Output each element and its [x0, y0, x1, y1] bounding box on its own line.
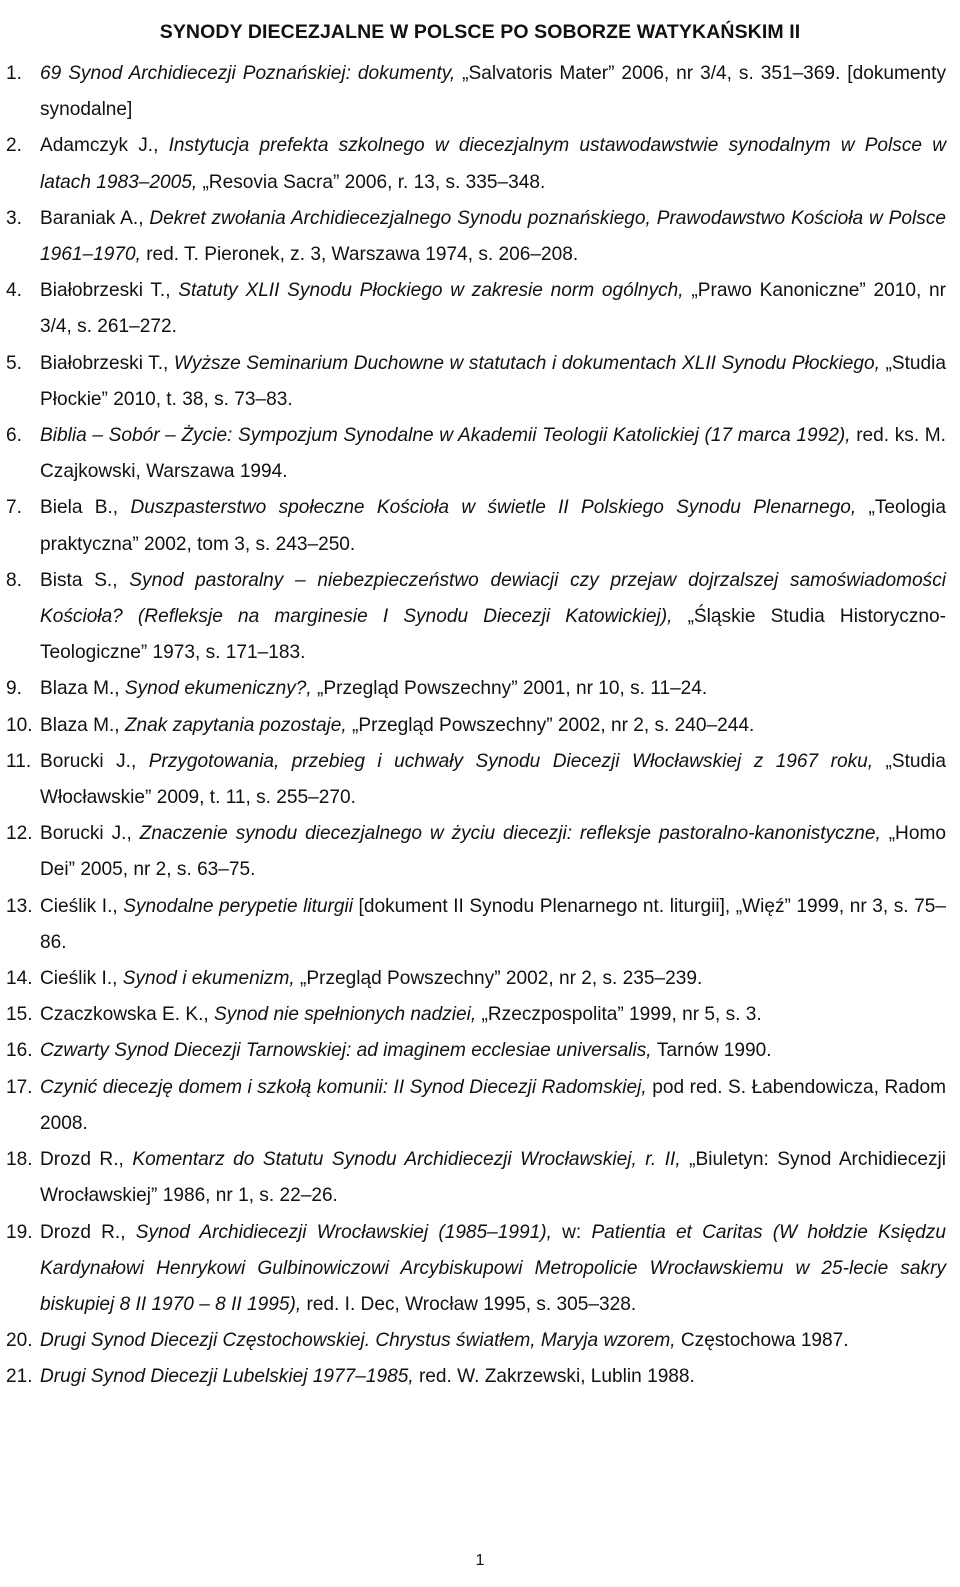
- reference-text: [40, 1004, 762, 1025]
- reference-segment: Częstochowa 1987.: [680, 1330, 849, 1352]
- reference-segment: Borucki J.,: [40, 750, 149, 772]
- reference-text: [40, 896, 946, 953]
- reference-segment: „Teologia praktyczna” 2002, tom 3, s. 243–250.: [40, 497, 946, 555]
- reference-item: [0, 490, 960, 562]
- reference-title-segment: Komentarz do Statutu Synodu Archidiecezji Wrocławskiej, r. II,: [132, 1149, 690, 1171]
- reference-title-segment: Synod pastoralny – niebezpieczeństwo dewiacji czy przejaw dojrzalszej samoświadomości Kościoła? (Refleksje na marginesie I Synodu Diecezji Katowickiej),: [40, 569, 947, 628]
- reference-item: [0, 1215, 960, 1324]
- reference-segment: „Przegląd Powszechny” 2002, nr 2, s. 240–244.: [352, 714, 755, 736]
- reference-text: [40, 1040, 772, 1061]
- reference-title-segment: Dekret zwołania Archidiecezjalnego Synodu poznańskiego, Prawodawstwo Kościoła w Polsce 1961–1970,: [40, 207, 946, 266]
- reference-item: [0, 1033, 960, 1069]
- reference-title-segment: Znak zapytania pozostaje,: [124, 714, 353, 736]
- reference-segment: Cieślik I.,: [40, 968, 123, 990]
- reference-segment: Białobrzeski T.,: [40, 280, 179, 302]
- reference-number: 12.: [6, 823, 33, 845]
- reference-item: [0, 1070, 960, 1142]
- reference-title-segment: Drugi Synod Diecezji Lubelskiej 1977–1985,: [40, 1366, 419, 1388]
- reference-title-segment: Synod Archidiecezji Wrocławskiej (1985–1991),: [135, 1221, 563, 1243]
- reference-title-segment: Instytucja prefekta szkolnego w diecezjalnym ustawodawstwie synodalnym w Polsce w latach 1983–2005,: [40, 135, 946, 193]
- reference-title-segment: 69 Synod Archidiecezji Poznańskiej: dokumenty,: [40, 63, 463, 84]
- reference-number: 19.: [6, 1221, 33, 1243]
- reference-number: 15.: [6, 1004, 33, 1026]
- reference-text: [40, 570, 946, 663]
- reference-title-segment: Statuty XLII Synodu Płockiego w zakresie norm ogólnych,: [178, 280, 692, 302]
- reference-item: [0, 671, 960, 707]
- reference-text: [40, 353, 946, 410]
- reference-segment: „Przegląd Powszechny” 2002, nr 2, s. 235–239.: [300, 968, 703, 990]
- reference-title-segment: Synod nie spełnionych nadziei,: [214, 1004, 482, 1026]
- reference-number: 10.: [6, 714, 33, 736]
- reference-title-segment: Wyższe Seminarium Duchowne w statutach i dokumentach XLII Synodu Płockiego,: [173, 352, 886, 374]
- reference-text: [40, 63, 946, 120]
- reference-number: 3.: [6, 207, 22, 229]
- reference-number: 5.: [6, 352, 22, 374]
- reference-segment: pod red. S. Łabendowicza, Radom 2008.: [40, 1076, 947, 1134]
- reference-number: 7.: [6, 497, 22, 519]
- reference-number: 20.: [6, 1330, 33, 1352]
- reference-segment: Blaza M.,: [40, 714, 125, 736]
- reference-text: [40, 678, 707, 699]
- reference-item: [0, 889, 960, 961]
- reference-item: [0, 273, 960, 345]
- reference-number: 9.: [6, 678, 22, 700]
- reference-text: [40, 823, 946, 880]
- reference-text: [40, 1222, 946, 1315]
- reference-segment: „Resovia Sacra” 2006, r. 13, s. 335–348.: [202, 171, 546, 193]
- reference-text: [40, 715, 754, 736]
- reference-item: [0, 1359, 960, 1395]
- reference-text: [40, 497, 946, 554]
- reference-text: [40, 1077, 946, 1134]
- reference-number: 8.: [6, 569, 22, 591]
- reference-segment: „Homo Dei” 2005, nr 2, s. 63–75.: [40, 823, 946, 881]
- reference-title-segment: Duszpasterstwo społeczne Kościoła w świetle II Polskiego Synodu Plenarnego,: [130, 497, 869, 519]
- reference-item: [0, 708, 960, 744]
- reference-segment: „Rzeczpospolita” 1999, nr 5, s. 3.: [481, 1004, 762, 1026]
- reference-segment: Drozd R.,: [40, 1149, 133, 1171]
- reference-segment: „Śląskie Studia Historyczno-Teologiczne” 1973, s. 171–183.: [40, 606, 946, 664]
- reference-text: [40, 1366, 695, 1387]
- reference-title-segment: Synod i ekumenizm,: [122, 968, 300, 990]
- reference-segment: „Studia Płockie” 2010, t. 38, s. 73–83.: [40, 352, 947, 410]
- reference-item: [0, 128, 960, 200]
- reference-item: [0, 961, 960, 997]
- reference-number: 14.: [6, 968, 33, 990]
- reference-item: [0, 1142, 960, 1214]
- reference-number: 17.: [6, 1076, 33, 1098]
- reference-title-segment: Synodalne perypetie liturgii: [123, 895, 359, 917]
- reference-list: [0, 56, 960, 1396]
- reference-text: [40, 425, 946, 482]
- reference-segment: Biela B.,: [40, 497, 131, 519]
- reference-title-segment: Znaczenie synodu diecezjalnego w życiu diecezji: refleksje pastoralno-kanonistyczne,: [139, 823, 889, 845]
- reference-segment: Blaza M.,: [40, 678, 125, 700]
- reference-segment: „Prawo Kanoniczne” 2010, nr 3/4, s. 261–272.: [40, 280, 947, 338]
- reference-segment: w:: [562, 1221, 592, 1243]
- reference-segment: Drozd R.,: [40, 1221, 136, 1243]
- page-title: SYNODY DIECEZJALNE W POLSCE PO SOBORZE WATYKAŃSKIM II: [159, 21, 801, 44]
- reference-text: [40, 280, 946, 337]
- reference-text: [40, 1149, 946, 1206]
- page-number: 1: [475, 1552, 485, 1569]
- reference-title-segment: Drugi Synod Diecezji Częstochowskiej. Chrystus światłem, Maryja wzorem,: [40, 1330, 681, 1352]
- reference-text: [40, 135, 946, 192]
- reference-segment: „Salvatoris Mater” 2006, nr 3/4, s. 351–369. [dokumenty synodalne]: [40, 63, 947, 121]
- reference-number: 13.: [6, 895, 33, 917]
- reference-item: [0, 56, 960, 128]
- reference-segment: red. T. Pieronek, z. 3, Warszawa 1974, s. 206–208.: [146, 244, 579, 266]
- reference-text: [40, 968, 702, 989]
- reference-item: [0, 346, 960, 418]
- reference-number: 2.: [6, 135, 22, 157]
- reference-item: [0, 418, 960, 490]
- reference-segment: Borucki J.,: [40, 823, 140, 845]
- reference-title-segment: Przygotowania, przebieg i uchwały Synodu Diecezji Włocławskiej z 1967 roku,: [148, 750, 886, 772]
- reference-segment: red. W. Zakrzewski, Lublin 1988.: [418, 1366, 695, 1388]
- reference-title-segment: Czynić diecezję domem i szkołą komunii: II Synod Diecezji Radomskiej,: [40, 1076, 653, 1098]
- reference-item: [0, 744, 960, 816]
- reference-item: [0, 816, 960, 888]
- reference-number: 1.: [6, 63, 22, 84]
- reference-segment: Adamczyk J.,: [40, 135, 169, 157]
- reference-number: 18.: [6, 1149, 33, 1171]
- reference-title-segment: Czwarty Synod Diecezji Tarnowskiej: ad imaginem ecclesiae universalis,: [40, 1040, 657, 1062]
- reference-title-segment: Synod ekumeniczny?,: [124, 678, 317, 700]
- reference-number: 21.: [6, 1366, 33, 1388]
- reference-text: [40, 751, 946, 808]
- reference-title-segment: Biblia – Sobór – Życie: Sympozjum Synodalne w Akademii Teologii Katolickiej (17 marca 1992),: [40, 425, 857, 447]
- reference-segment: [dokument II Synodu Plenarnego nt. liturgii], „Więź” 1999, nr 3, s. 75–86.: [40, 895, 946, 953]
- reference-number: 16.: [6, 1040, 33, 1062]
- reference-item: [0, 1323, 960, 1359]
- reference-segment: Baraniak A.,: [40, 207, 150, 229]
- reference-number: 11.: [6, 750, 32, 772]
- reference-segment: Czaczkowska E. K.,: [40, 1004, 215, 1026]
- reference-segment: Bista S.,: [40, 569, 130, 591]
- reference-item: [0, 997, 960, 1033]
- reference-text: [40, 208, 946, 265]
- reference-segment: „Przegląd Powszechny” 2001, nr 10, s. 11–24.: [317, 678, 708, 700]
- reference-segment: Cieślik I.,: [40, 895, 124, 917]
- reference-segment: red. I. Dec, Wrocław 1995, s. 305–328.: [306, 1293, 637, 1315]
- reference-segment: „Biuletyn: Synod Archidiecezji Wrocławskiej” 1986, nr 1, s. 22–26.: [40, 1149, 946, 1207]
- reference-segment: „Studia Włocławskie” 2009, t. 11, s. 255–270.: [40, 750, 946, 809]
- reference-segment: Tarnów 1990.: [656, 1040, 772, 1062]
- reference-item: [0, 201, 960, 273]
- reference-title-segment: Patientia et Caritas (W hołdzie Księdzu Kardynałowi Henrykowi Gulbinowiczowi Arcybiskupowi Metropolicie Wrocławskiemu w 25-lecie sakry biskupiej 8 II 1970 – 8 II 1995),: [40, 1221, 946, 1315]
- reference-text: [40, 1330, 849, 1351]
- reference-number: 6.: [6, 425, 22, 447]
- reference-segment: Białobrzeski T.,: [40, 352, 174, 374]
- reference-segment: red. ks. M. Czajkowski, Warszawa 1994.: [40, 425, 946, 483]
- reference-item: [0, 563, 960, 672]
- reference-number: 4.: [6, 280, 22, 302]
